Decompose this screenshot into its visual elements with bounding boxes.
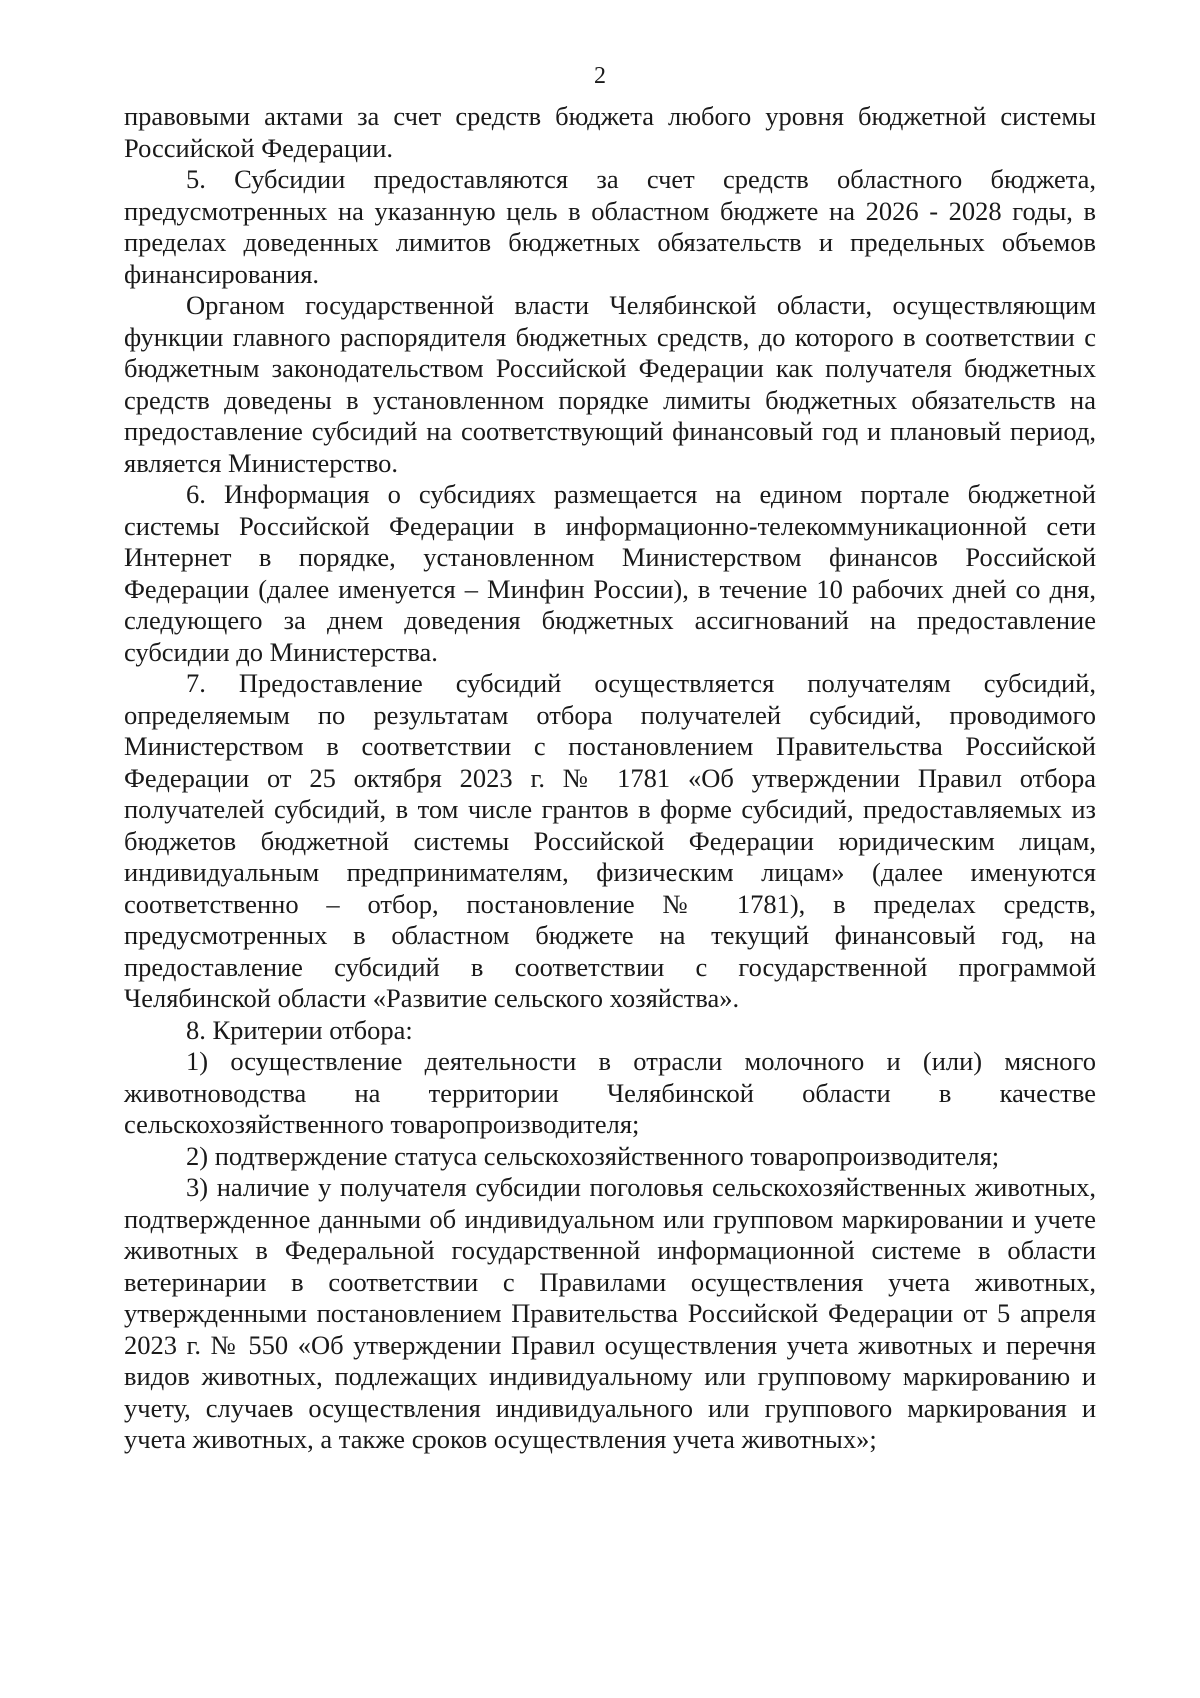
paragraph-authority: Органом государственной власти Челябинской области, осуществляющим функции главного распорядителя бюджетных средств, до которого в соответствии с бюджетным законодательством Российской Федерации как получателя бюджетных средств доведены в установленном порядке лимиты бюджетных обязательств на предоставление субсидий на соответствующий финансовый год и плановый период, является Министерство. [124,290,1096,478]
criterion-2: 2) подтверждение статуса сельскохозяйственного товаропроизводителя; [186,1140,1000,1171]
paragraph-item-7: 7. Предоставление субсидий осуществляется получателям субсидий, определяемым по результатам отбора получателей субсидий, проводимого Министерством в соответствии с постановлением Правительства Российской Федерации от 25 октября 2023 г. № 1781 «Об утверждении Правил отбора получателей субсидий, в том числе грантов в форме субсидий, предоставляемых из бюджетов бюджетной системы Российской Федерации юридическим лицам, индивидуальным предпринимателям, физическим лицам» (далее именуются соответственно – отбор, постановление № 1781), в пределах средств, предусмотренных в областном бюджете на текущий финансовый год, на предоставление субсидий в соответствии с государственной программой Челябинской области «Развитие сельского хозяйства». [124,668,1096,1013]
page-number: 2 [594,63,606,89]
paragraph-item-8: 8. Критерии отбора: [186,1014,413,1045]
criterion-1: 1) осуществление деятельности в отрасли молочного и (или) мясного животноводства на территории Челябинской области в качестве сельскохозяйственного товаропроизводителя; [124,1046,1096,1139]
paragraph-item-6: 6. Информация о субсидиях размещается на едином портале бюджетной системы Российской Федерации в информационно-телекоммуникационной сети Интернет в порядке, установленном Министерством финансов Российской Федерации (далее именуется – Минфин России), в течение 10 рабочих дней со дня, следующего за днем доведения бюджетных ассигнований на предоставление субсидии до Министерства. [124,479,1096,667]
criterion-3: 3) наличие у получателя субсидии поголовья сельскохозяйственных животных, подтвержденное данными об индивидуальном или групповом маркировании и учете животных в Федеральной государственной информационной системе в области ветеринарии в соответствии с Правилами осуществления учета животных, утвержденными постановлением Правительства Российской Федерации от 5 апреля 2023 г. № 550 «Об утверждении Правил осуществления учета животных и перечня видов животных, подлежащих индивидуальному или групповому маркированию и учету, случаев осуществления индивидуального или группового маркирования и учета животных, а также сроков осуществления учета животных»; [124,1172,1096,1454]
document-body [124,101,1096,1456]
paragraph-item-5: 5. Субсидии предоставляются за счет средств областного бюджета, предусмотренных на указанную цель в областном бюджете на 2026 - 2028 годы, в пределах доведенных лимитов бюджетных обязательств и предельных объемов финансирования. [124,164,1096,289]
paragraph-continuation: правовыми актами за счет средств бюджета любого уровня бюджетной системы Российской Федерации. [124,101,1096,163]
